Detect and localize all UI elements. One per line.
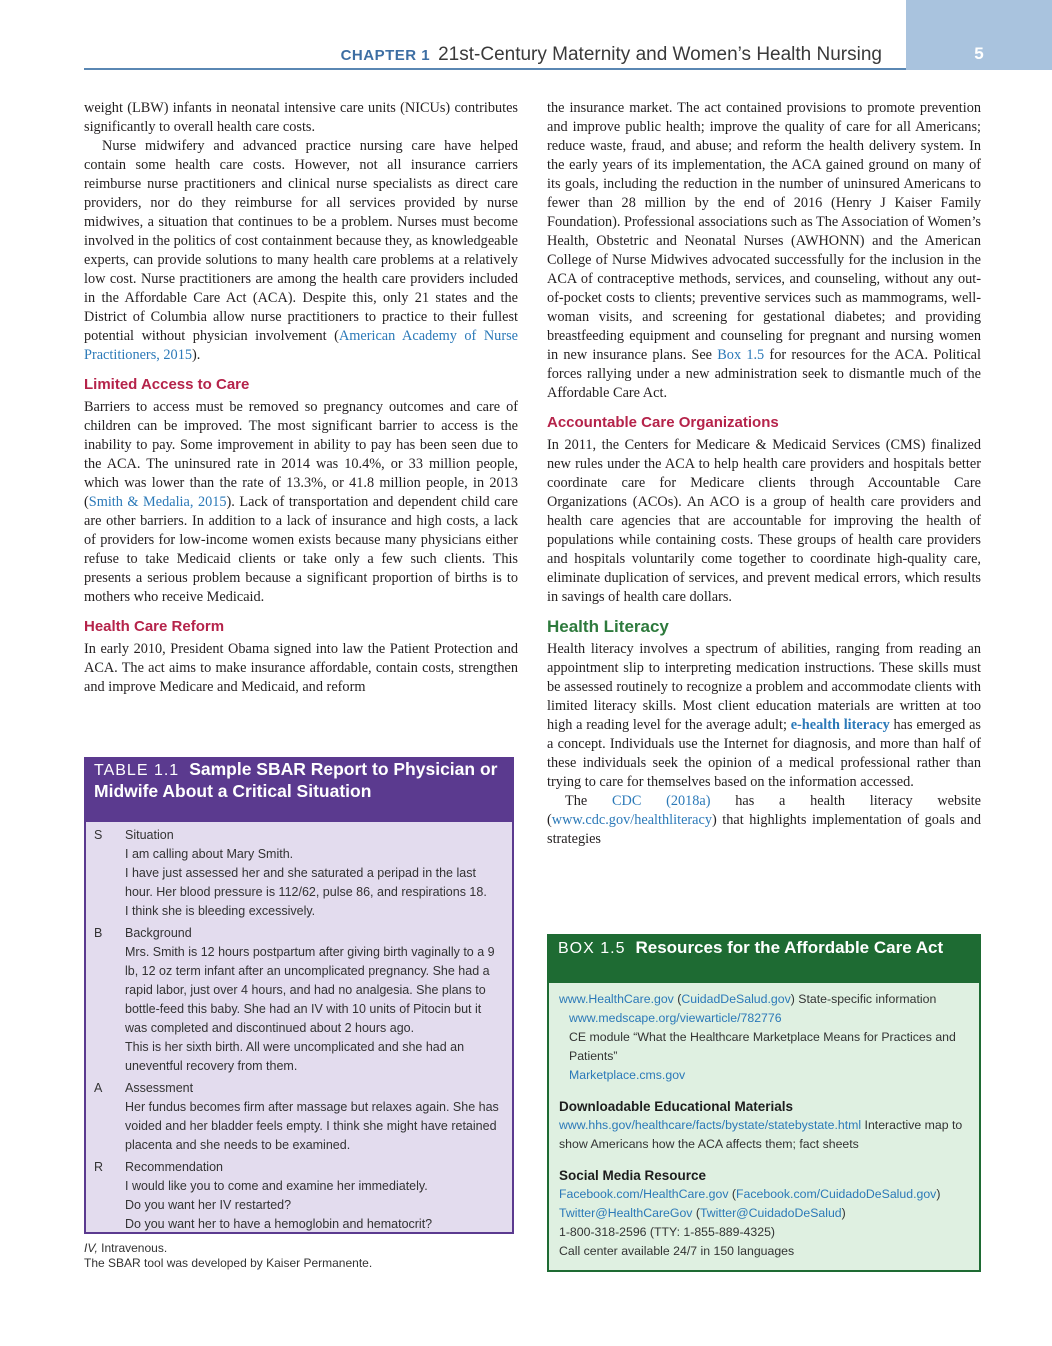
box-label: BOX 1.5 [558, 940, 626, 957]
resource-line: CE module “What the Healthcare Marketplace Means for Practices and Patients” [569, 1030, 956, 1063]
paragraph: In early 2010, President Obama signed into law the Patient Protection and ACA. The act aims to make insurance affordable, contain costs, strengthen and improve Medicare and Medicaid, and reform [84, 641, 518, 695]
sbar-line: Do you want her to have a hemoglobin and hematocrit? [125, 1217, 433, 1231]
sbar-line: I have just assessed her and she saturated a peripad in the last hour. Her blood pressure is 112/62, pulse 86, and respirations 18. [125, 866, 487, 899]
twitter-cuidado-link[interactable]: Twitter@CuidadoDeSalud [699, 1206, 842, 1220]
section-heading-aco: Accountable Care Organizations [547, 414, 779, 431]
table-body [86, 822, 512, 1234]
section-heading-health-literacy: Health Literacy [547, 617, 669, 636]
paragraph: The CDC (2018a) has a health literacy website (www.cdc.gov/healthliteracy) that highlights implementation of goals and strategies [547, 793, 981, 847]
section-heading-health-care-reform: Health Care Reform [84, 618, 225, 635]
left-column [84, 99, 518, 697]
medscape-link[interactable]: www.medscape.org/viewarticle/782776 [569, 1011, 782, 1025]
hhs-link[interactable]: www.hhs.gov/healthcare/facts/bystate/statebystate.html [559, 1118, 862, 1132]
table-header [86, 759, 512, 822]
page-number-box [906, 0, 1052, 70]
paragraph: In 2011, the Centers for Medicare & Medicaid Services (CMS) finalized new rules under the ACA to help health care providers and hospitals better coordinate care for Medicare clients through Accountable Care Organizations (ACOs). An ACO is a group of health care providers and health care agencies that are accountable for improving the health of populations while containing costs. These groups of health care providers and hospitals voluntarily come together to coordinate high-quality care, eliminate duplication of services, and prevent medical errors, which results in savings of health care dollars. [547, 437, 981, 605]
cuidaddesalud-link[interactable]: CuidadDeSalud.gov [681, 992, 791, 1006]
chapter-title: 21st-Century Maternity and Women’s Health Nursing [438, 44, 882, 65]
resource-line: Twitter@HealthCareGov (Twitter@CuidadoDeSalud) [559, 1206, 846, 1220]
table-row [94, 1079, 504, 1155]
sbar-letter: B [94, 926, 103, 940]
sbar-line: Mrs. Smith is 12 hours postpartum after giving birth vaginally to a 9 lb, 12 oz term infant after an uncomplicated pregnancy. She had a rapid labor, just over 4 hours, and had no analgesia. She plans to bottle-feed this baby. She had an IV with 10 units of Pitocin but it was completed and discontinued about 2 hours ago. [125, 945, 495, 1035]
key-term-link[interactable]: e-health literacy [790, 717, 890, 733]
running-header [84, 44, 882, 66]
footnote-source: The SBAR tool was developed by Kaiser Permanente. [84, 1256, 373, 1270]
sbar-letter: A [94, 1081, 103, 1095]
resource-line [559, 1066, 969, 1085]
citation-link[interactable]: Smith & Medalia, 2015 [88, 494, 227, 510]
website-link[interactable]: www.cdc.gov/healthliteracy [551, 812, 713, 828]
section-heading-limited-access: Limited Access to Care [84, 376, 250, 393]
paragraph: Health literacy involves a spectrum of abilities, ranging from reading an appointment slip to interpreting medication instructions. These skills must be assessed routinely to recognize a problem and accommodate clients with limited literacy skills. Most client education materials are written at too high a reading level for the average adult; e-health literacy has emerged as a concept. Individuals use the Internet for diagnosis, and more than half of these individuals seek the opinion of a medical professional rather than trying to care for themselves based on the information accessed. [547, 641, 981, 790]
sbar-line: I think she is bleeding excessively. [125, 904, 316, 918]
call-center-line: Call center available 24/7 in 150 languages [559, 1244, 795, 1258]
sbar-line: This is her sixth birth. All were uncomplicated and she had an uneventful recovery from them. [125, 1040, 465, 1073]
box-subheading-downloadable: Downloadable Educational Materials [559, 1099, 794, 1114]
twitter-healthcare-link[interactable]: Twitter@HealthCareGov [559, 1206, 693, 1220]
phone-line: 1-800-318-2596 (TTY: 1-855-889-4325) [559, 1225, 776, 1239]
page-number: 5 [974, 44, 984, 63]
sbar-line: I would like you to come and examine her immediately. [125, 1179, 428, 1193]
paragraph: the insurance market. The act contained provisions to promote prevention and improve public health; improve the quality of care for all Americans; reduce waste, fraud, and abuse; and reform the health delivery system. In the early years of its implementation, the ACA gained ground on many of its goals, including the reduction in the number of uninsured Americans to fewer than 28 million by the end of 2016 (Henry J Kaiser Family Foundation). Professional associations such as The Association of Women’s Health, Obstetric and Neonatal Nurses (AWHONN) and the American College of Nurse Midwives advocated successfully for the inclusion in the ACA of contraceptive methods, services, and counseling, without any out-of-pocket costs to clients; preventive services such as mammograms, well-woman visits, and screening for gestational diabetes; and providing breastfeeding equipment and counseling for pregnant and nursing women in new insurance plans. See Box 1.5 for resources for the ACA. Political forces rallying under a new administration seek to dismantle much of the Affordable Care Act. [547, 100, 981, 401]
citation-link[interactable]: CDC (2018a) [611, 793, 711, 809]
sbar-heading: Situation [125, 828, 174, 842]
box-subheading-social: Social Media Resource [559, 1168, 707, 1183]
paragraph: Nurse midwifery and advanced practice nursing care have helped contain some health care costs. However, not all insurance carriers reimburse nurse practitioners and clinical nurse specialists as direct care providers, nor do they reimburse for all services provided by nurse midwives, a situation that continues to be a problem. Nurses must become involved in the politics of cost containment because they, as knowledgeable experts, can provide solutions to many health care problems at a relatively low cost. Nurse practitioners are among the health care providers included in the Affordable Care Act (ACA). Despite this, only 21 states and the District of Columbia allow nurse practitioners to practice to their fullest potential without physician involvement (American Academy of Nurse Practitioners, 2015). [84, 138, 518, 363]
table-label: TABLE 1.1 [94, 762, 180, 779]
sbar-heading: Background [125, 926, 192, 940]
facebook-healthcare-link[interactable]: Facebook.com/HealthCare.gov [559, 1187, 729, 1201]
resource-line: Facebook.com/HealthCare.gov (Facebook.com/CuidadoDeSalud.gov) [559, 1187, 941, 1201]
resource-line: www.hhs.gov/healthcare/facts/bystate/statebystate.html Interactive map to show Americans how the ACA affects them; fact sheets [559, 1118, 963, 1151]
box-reference-link[interactable]: Box 1.5 [717, 347, 765, 363]
table-title: Sample SBAR Report to Physician or Midwife About a Critical Situation [94, 759, 498, 801]
paragraph: weight (LBW) infants in neonatal intensive care units (NICUs) contributes significantly to overall health care costs. [84, 100, 518, 135]
paragraph: Barriers to access must be removed so pregnancy outcomes and care of children can be improved. The most significant barrier to access is the inability to pay. Some improvement in ability to pay has been seen due to the ACA. The uninsured rate in 2014 was 10.4%, or 33 million people, which was lower than the rate of 13.3%, or 41.8 million people, in 2013 (Smith & Medalia, 2015). Lack of transportation and dependent child care are other barriers. In addition to a lack of insurance and high costs, a lack of providers for low-income women exists because many physicians either refuse to take Medicaid clients or take only a few such clients. This presents a serious problem because a significant proportion of births is to mothers who receive Medicaid. [84, 399, 518, 605]
footnote-definition: Intravenous. [97, 1241, 168, 1255]
resource-line [559, 1009, 969, 1028]
resource-line: www.HealthCare.gov (CuidadDeSalud.gov) State-specific information [559, 992, 937, 1006]
facebook-cuidado-link[interactable]: Facebook.com/CuidadoDeSalud.gov [736, 1187, 937, 1201]
citation-link[interactable]: American Academy of Nurse Practitioners, 2015 [84, 328, 518, 363]
sbar-line: Do you want her IV restarted? [125, 1198, 292, 1212]
sbar-heading: Recommendation [125, 1160, 223, 1174]
header-rule [84, 68, 906, 70]
footnote-abbreviation: IV, [84, 1241, 98, 1255]
table-row [94, 1158, 504, 1234]
box-body [549, 983, 979, 1261]
sbar-line: Her fundus becomes firm after massage but relaxes again. She has voided and her bladder feels empty. I think she might have retained placenta and she needs to be examined. [125, 1100, 499, 1152]
table-footnote [84, 1241, 372, 1271]
sbar-line: I am calling about Mary Smith. [125, 847, 294, 861]
sbar-table [84, 757, 514, 1234]
table-row [94, 924, 504, 1076]
aca-resources-box [547, 934, 981, 1272]
healthcare-gov-link[interactable]: www.HealthCare.gov [559, 992, 674, 1006]
sbar-letter: R [94, 1160, 104, 1174]
table-row [94, 826, 504, 921]
right-column [547, 99, 981, 849]
sbar-letter: S [94, 828, 103, 842]
box-header [549, 936, 979, 983]
box-title: Resources for the Affordable Care Act [635, 938, 944, 957]
marketplace-link[interactable]: Marketplace.cms.gov [569, 1068, 686, 1082]
chapter-label: CHAPTER 1 [340, 47, 431, 64]
sbar-heading: Assessment [125, 1081, 194, 1095]
